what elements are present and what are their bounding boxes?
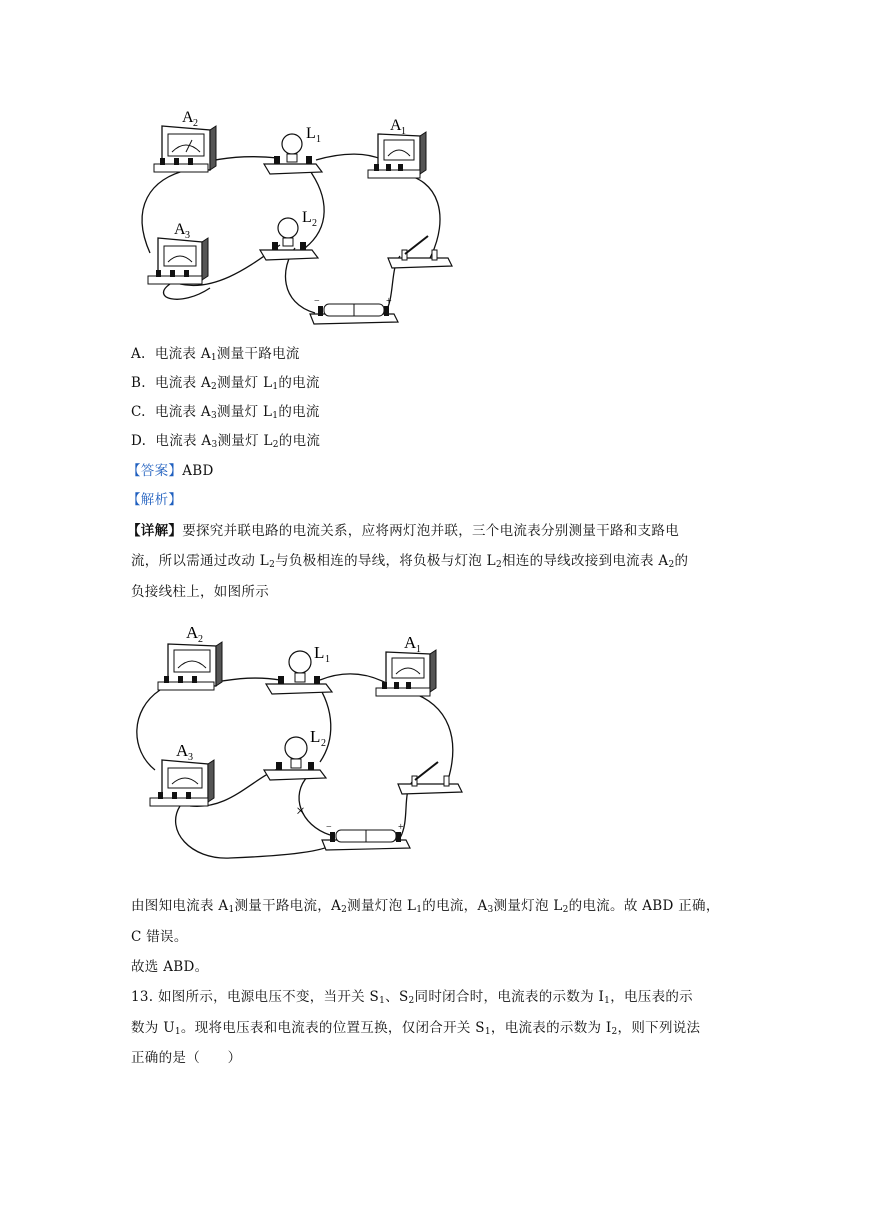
label-plus: + [398,822,404,833]
option-a: A. 电流表 $A_1$测量干路电流 [131,346,300,363]
label-a1-sub: 1 [416,644,421,655]
ammeter-a3-icon [150,760,214,806]
detail-line-1: 【详解】要探究并联电路的电流关系，应将两灯泡并联，三个电流表分别测量干路和支路电 [127,523,680,539]
label-a2: A [186,623,199,642]
answer-line [127,459,214,479]
label-plus: + [386,296,392,307]
conclusion-line-2: C 错误。 [131,929,188,945]
label-a2: A [182,109,194,126]
label-a1-sub: 1 [401,126,406,137]
battery-icon [310,304,398,324]
label-a1: A [404,633,417,652]
label-l1-sub: 1 [325,654,330,665]
cross-mark: × [296,803,306,820]
label-a3: A [174,221,186,238]
q13-line-2: 数为 $U_1$。现将电压表和电流表的位置互换，仅闭合开关 $S_1$，电流表的示数为 $I_2$，则下列说法 [131,1020,701,1037]
circuit-figure-2 [130,620,470,868]
option-b: B. 电流表 $A_2$测量灯 $L_1$的电流 [131,375,320,392]
ammeter-a3-icon [148,238,208,284]
analysis-line [127,488,182,508]
switch-icon [388,236,452,268]
label-a3-sub: 3 [185,230,190,241]
answer-tag: 【答案】 [127,463,183,479]
label-l1: L [314,643,325,662]
label-a3: A [176,741,189,760]
label-l1-sub: 1 [316,134,321,145]
option-d: D. 电流表 $A_3$测量灯 $L_2$的电流 [131,433,321,450]
label-minus: − [314,296,320,307]
label-minus: − [326,822,332,833]
label-a2-sub: 2 [198,634,203,645]
ammeter-a1-icon [376,650,436,696]
choose-line: 故选 ABD。 [131,959,209,975]
detail-line-2: 流，所以需通过改动 $L_2$与负极相连的导线，将负极与灯泡 $L_2$相连的导线改接到电流表 $A_2$的 [131,553,689,570]
label-l2: L [302,209,312,226]
ammeter-a1-icon [368,132,426,178]
label-l2-sub: 2 [312,218,317,229]
q13-line-3: 正确的是（ ） [131,1050,242,1066]
answer-value: ABD [182,463,214,479]
q13-line-1: 13. 如图所示，电源电压不变，当开关 $S_1$、$S_2$同时闭合时，电流表的示数为 $I_1$，电压表的示 [131,989,693,1006]
conclusion-line-1: 由图知电流表 $A_1$测量干路电流，$A_2$测量灯泡 $L_1$的电流，$A_3$测量灯泡 $L_2$的电流。故 ABD 正确， [131,898,720,915]
label-a3-sub: 3 [188,752,193,763]
label-a1: A [390,117,402,134]
detail-tag: 【详解】 [127,523,183,539]
option-c: C. 电流表 $A_3$测量灯 $L_1$的电流 [131,404,320,421]
switch-icon [398,762,462,794]
ammeter-a2-icon [158,642,222,690]
label-l1: L [306,125,316,142]
ammeter-a2-icon [154,126,216,172]
circuit-figure-1 [130,108,460,330]
detail-line-3: 负接线柱上，如图所示 [131,584,269,600]
analysis-tag: 【解析】 [127,492,183,508]
battery-icon [322,830,410,850]
label-a2-sub: 2 [193,118,198,129]
label-l2-sub: 2 [321,738,326,749]
label-l2: L [310,727,321,746]
